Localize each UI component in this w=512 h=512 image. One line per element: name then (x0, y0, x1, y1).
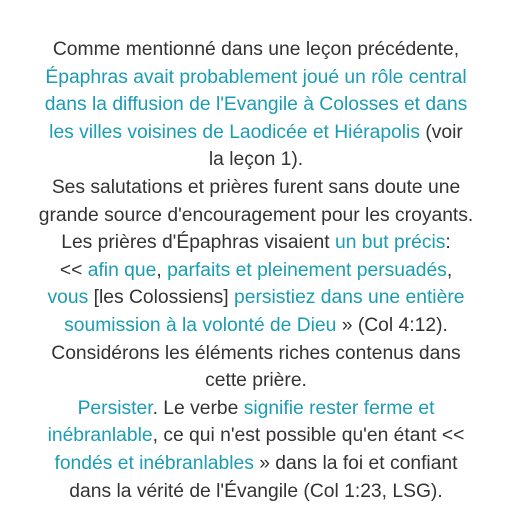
text-line (8, 146, 504, 174)
text-run: Les prières d'Épaphras visaient (61, 232, 335, 254)
highlighted-phrase: parfaits et pleinement persuadés (167, 259, 447, 281)
text-run: cette prière. (205, 370, 307, 392)
highlighted-phrase: soumission à la volonté de Dieu (64, 314, 337, 336)
text-line (8, 257, 504, 285)
text-line (8, 36, 504, 64)
text-run: : (445, 232, 451, 254)
text-run: » dans la foi et confiant (253, 452, 458, 474)
text-run: dans la vérité de l'Évangile (Col 1:23, LSG). (69, 480, 443, 502)
text-line (8, 422, 504, 450)
text-run: . Le verbe (152, 397, 244, 419)
text-line (8, 64, 504, 92)
text-run: [les Colossiens] (88, 287, 235, 309)
text-line (8, 450, 504, 478)
highlighted-phrase: fondés et inébranlables (54, 452, 254, 474)
text-line (8, 284, 504, 312)
text-run: Ses salutations et prières furent sans doute une (51, 176, 461, 198)
highlighted-phrase: persistiez dans une entière (234, 287, 465, 309)
highlighted-phrase: inébranlable (47, 425, 153, 447)
text-run: Considérons les éléments riches contenus dans (51, 342, 461, 364)
text-run: << (59, 259, 88, 281)
highlighted-phrase: les villes voisines de Laodicée et Hiérapolis (49, 121, 420, 143)
text-run: » (Col 4:12). (336, 314, 448, 336)
text-line (8, 202, 504, 230)
highlighted-phrase: Persister (77, 397, 153, 419)
text-run: (voir (419, 121, 463, 143)
text-line (8, 312, 504, 340)
text-line (8, 367, 504, 395)
text-line (8, 395, 504, 423)
highlighted-phrase: un but précis (335, 232, 446, 254)
text-line (8, 91, 504, 119)
text-line (8, 340, 504, 368)
text-run: Comme mentionné dans une leçon précédente, (52, 39, 460, 60)
text-line (8, 174, 504, 202)
highlighted-phrase: signifie rester ferme et (243, 397, 435, 419)
text-line (8, 229, 504, 257)
highlighted-phrase: dans la diffusion de l'Evangile à Colosses et dans (44, 94, 468, 116)
text-run: , (446, 259, 453, 281)
text-line (8, 478, 504, 506)
highlighted-phrase: afin que (87, 259, 157, 281)
text-run: , ce qui n'est possible qu'en étant << (152, 425, 465, 447)
body-text (8, 36, 504, 505)
text-run: la leçon 1). (208, 149, 304, 171)
text-run: , (156, 259, 168, 281)
text-line (8, 119, 504, 147)
text-run: grande source d'encouragement pour les croyants. (38, 204, 474, 226)
highlighted-phrase: Épaphras avait probablement joué un rôle central (45, 66, 467, 88)
highlighted-phrase: vous (47, 287, 89, 309)
